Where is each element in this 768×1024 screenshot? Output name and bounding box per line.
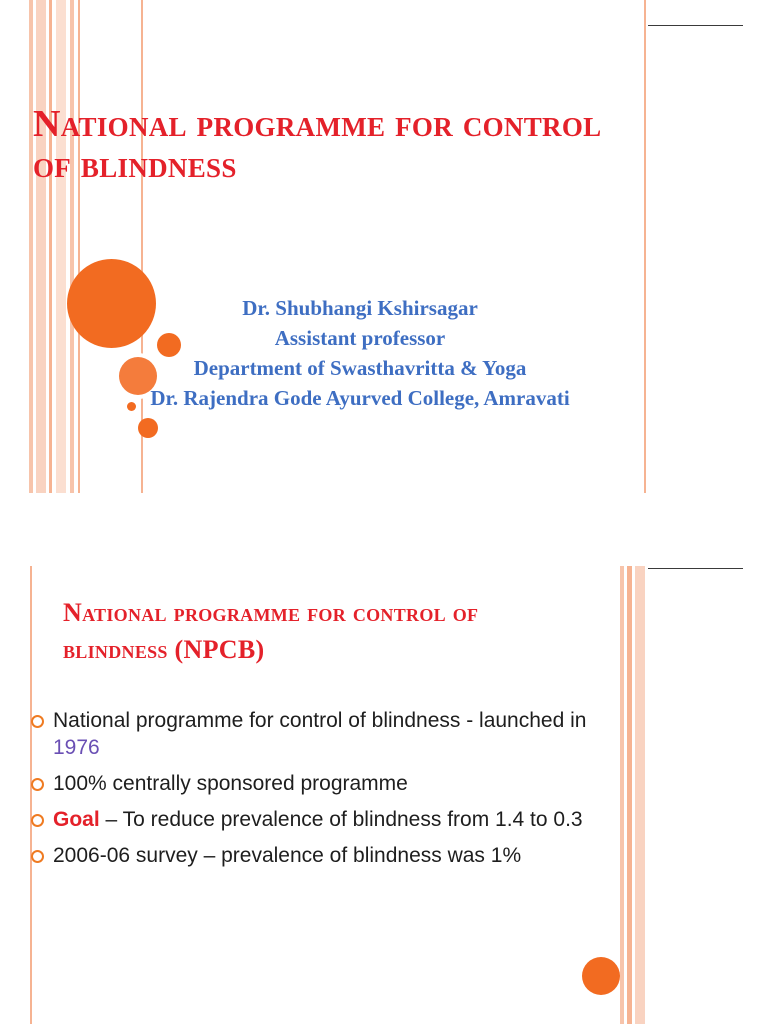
- decor-stripe: [36, 0, 46, 493]
- bullet-text: – To reduce prevalence of blindness from 1.4 to 0.3: [99, 808, 583, 831]
- decor-stripe: [49, 0, 52, 493]
- bullet-list: [31, 707, 631, 878]
- bullet-text: 2006-06 survey – prevalence of blindness was 1%: [53, 844, 522, 867]
- launch-year: 1976: [53, 736, 100, 759]
- author-name: Dr. Shubhangi Kshirsagar: [242, 296, 478, 320]
- bullet-ring-icon: [31, 715, 44, 728]
- author-department: Department of Swasthavritta & Yoga: [193, 356, 527, 380]
- decor-stripe: [644, 0, 646, 493]
- slide-title: National programme for control of blindness (NPCB): [63, 598, 479, 664]
- decor-circle: [138, 418, 158, 438]
- slide-title: National programme for control of blindness: [33, 103, 602, 187]
- decor-line: [648, 25, 743, 26]
- author-college: Dr. Rajendra Gode Ayurved College, Amravati: [150, 386, 570, 410]
- decor-stripe: [29, 0, 33, 493]
- goal-label: Goal: [53, 808, 100, 831]
- bullet-ring-icon: [31, 850, 44, 863]
- bullet-text: 100% centrally sponsored programme: [53, 772, 408, 795]
- decor-circle: [582, 957, 620, 995]
- bullet-text: National programme for control of blindness - launched in: [53, 709, 587, 732]
- author-designation: Assistant professor: [274, 326, 446, 350]
- bullet-ring-icon: [31, 814, 44, 827]
- decor-line: [648, 568, 743, 569]
- list-item: [31, 842, 631, 869]
- list-item: [31, 707, 631, 761]
- bullet-ring-icon: [31, 778, 44, 791]
- list-item: [31, 770, 631, 797]
- decor-stripe: [56, 0, 66, 493]
- decor-stripe: [635, 566, 645, 1024]
- list-item: [31, 806, 631, 833]
- title-slide: [0, 0, 768, 493]
- decor-stripe: [78, 0, 80, 493]
- author-info: [60, 293, 660, 413]
- decor-stripe: [70, 0, 74, 493]
